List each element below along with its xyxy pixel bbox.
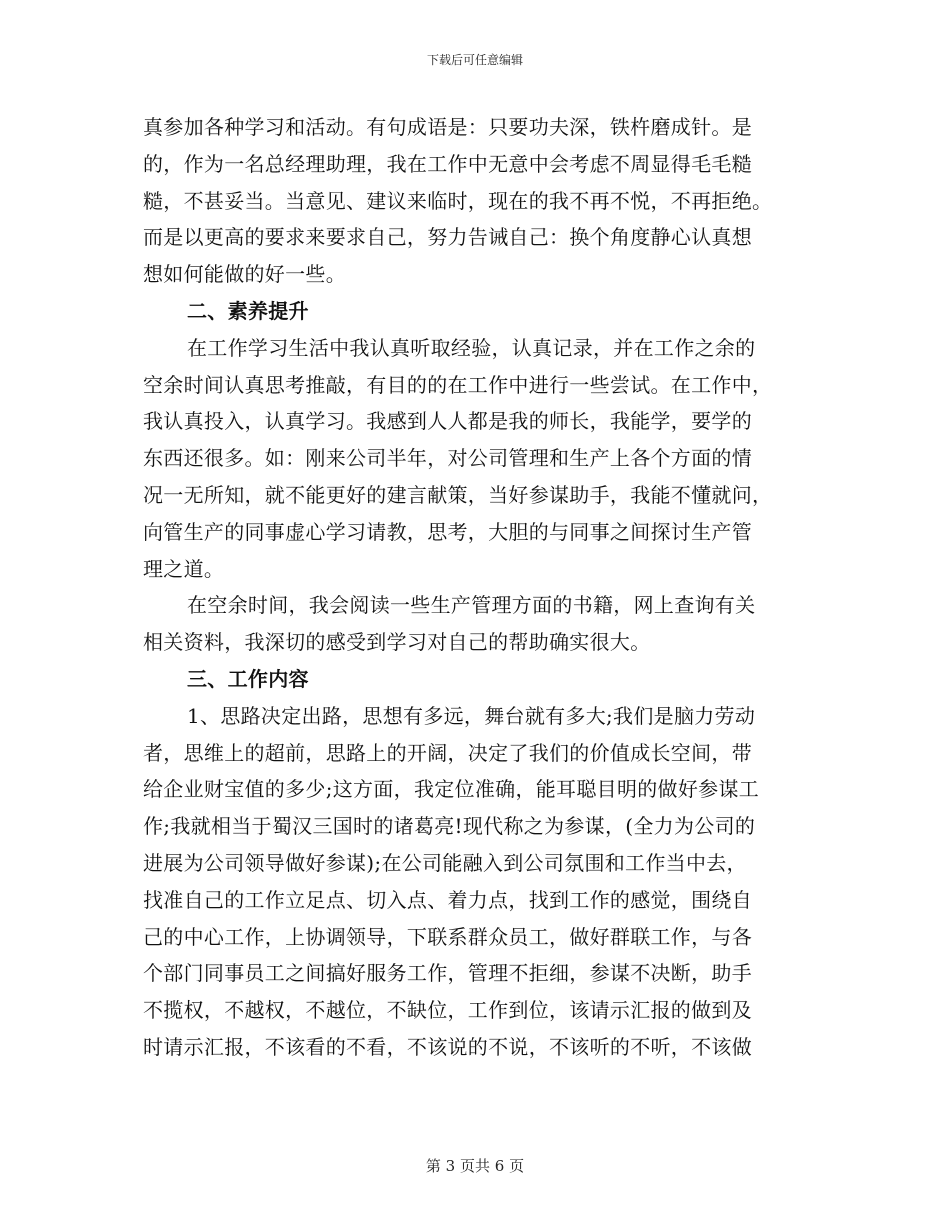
paragraph-first-line: 在工作学习生活中我认真听取经验，认真记录，并在工作之余的	[187, 335, 756, 360]
paragraph-line: 作;我就相当于蜀汉三国时的诸葛亮!现代称之为参谋，(全力为公司的	[143, 814, 756, 839]
paragraph-line: 而是以更高的要求来要求自己，努力告诫自己：换个角度静心认真想	[143, 225, 752, 250]
page-header: 下载后可任意编辑	[426, 53, 523, 67]
section-heading: 二、素养提升	[187, 298, 309, 323]
paragraph-line: 时请示汇报，不该看的不看，不该说的不说，不该听的不听，不该做	[143, 1034, 752, 1059]
section-heading: 三、工作内容	[187, 666, 309, 691]
page-number: 第 3 页共 6 页	[425, 1157, 525, 1175]
paragraph-line: 的，作为一名总经理助理，我在工作中无意中会考虑不周显得毛毛糙	[143, 151, 752, 176]
paragraph-line: 给企业财宝值的多少;这方面，我定位准确，能耳聪目明的做好参谋工	[143, 777, 760, 802]
paragraph-line: 理之道。	[143, 556, 225, 581]
paragraph-line: 真参加各种学习和活动。有句成语是：只要功夫深，铁杵磨成针。是	[143, 115, 752, 139]
paragraph-line: 向管生产的同事虚心学习请教，思考，大胆的与同事之间探讨生产管	[143, 519, 752, 544]
paragraph-line: 进展为公司领导做好参谋);在公司能融入到公司氛围和工作当中去，	[143, 850, 747, 875]
paragraph-line: 不揽权，不越权，不越位，不缺位，工作到位，该请示汇报的做到及	[143, 998, 752, 1023]
paragraph-first-line: 在空余时间，我会阅读一些生产管理方面的书籍，网上查询有关	[187, 593, 756, 618]
paragraph-line: 者，思维上的超前，思路上的开阔，决定了我们的价值成长空间，带	[143, 740, 752, 765]
paragraph-line: 况一无所知，就不能更好的建言献策，当好参谋助手，我能不懂就问，	[143, 482, 773, 507]
paragraph-line: 东西还很多。如：刚来公司半年，对公司管理和生产上各个方面的情	[143, 446, 752, 471]
paragraph-first-line: 1、思路决定出路，思想有多远，舞台就有多大;我们是脑力劳动	[187, 703, 756, 728]
paragraph-line: 找准自己的工作立足点、切入点、着力点，找到工作的感觉，围绕自	[143, 887, 752, 912]
paragraph-line: 相关资料，我深切的感受到学习对自己的帮助确实很大。	[143, 630, 651, 655]
paragraph-line: 空余时间认真思考推敲，有目的的在工作中进行一些尝试。在工作中，	[143, 372, 773, 397]
paragraph-line: 糙，不甚妥当。当意见、建议来临时，现在的我不再不悦，不再拒绝。	[143, 188, 773, 213]
paragraph-line: 想如何能做的好一些。	[143, 262, 346, 287]
paragraph-line: 己的中心工作，上协调领导，下联系群众员工，做好群联工作，与各	[143, 924, 752, 949]
paragraph-line: 个部门同事员工之间搞好服务工作，管理不拒细，参谋不决断，助手	[143, 961, 752, 986]
document-body	[143, 109, 803, 1066]
paragraph-line: 我认真投入，认真学习。我感到人人都是我的师长，我能学，要学的	[143, 409, 752, 434]
